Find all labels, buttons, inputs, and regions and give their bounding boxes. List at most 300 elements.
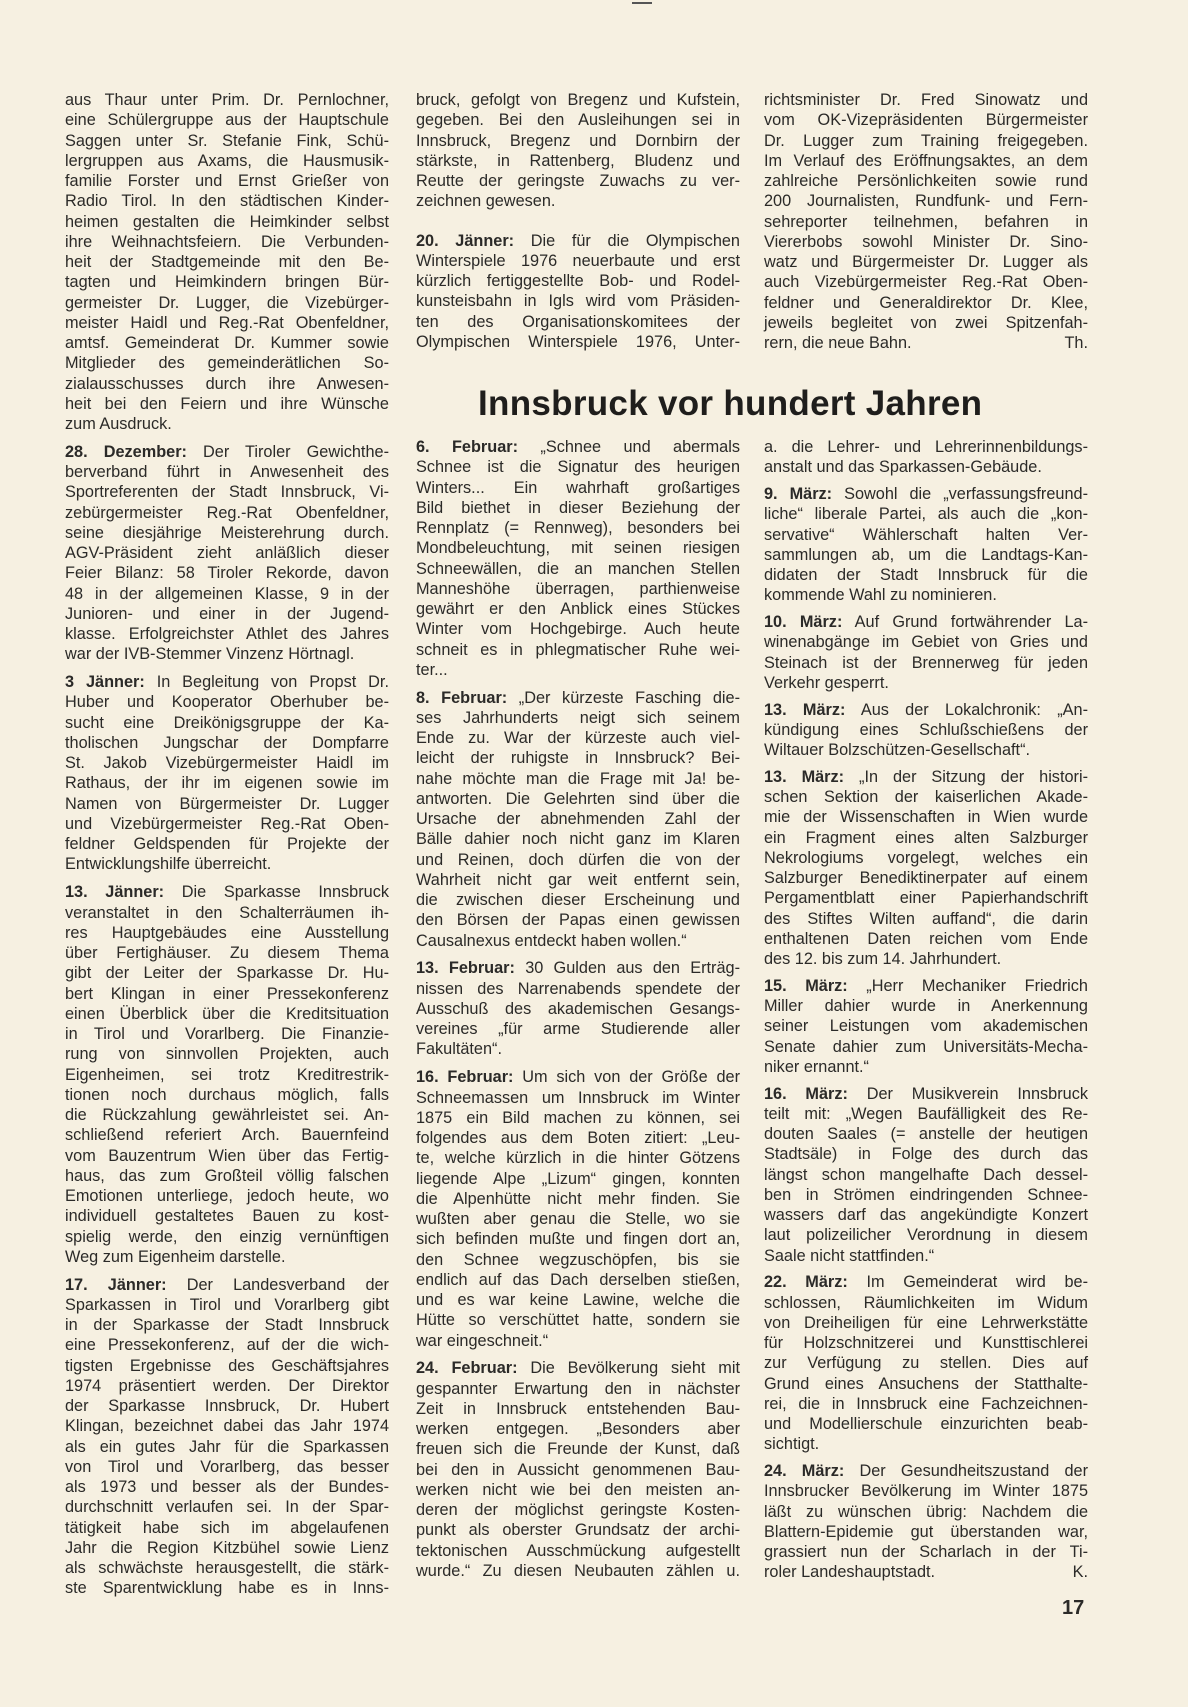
text-line bbox=[764, 720, 1088, 740]
line-text: stärkste, in Rattenberg, Bludenz und bbox=[416, 151, 740, 170]
entry-date: 9. März: bbox=[764, 485, 833, 503]
text-line bbox=[764, 212, 1088, 232]
line-text: Weg zum Eigenheim darstelle. bbox=[65, 1247, 286, 1266]
text-line bbox=[65, 462, 389, 482]
line-text: schneit es in phlegmatischer Ruhe wei- bbox=[416, 640, 740, 659]
column-2-top bbox=[416, 90, 740, 360]
text-line bbox=[65, 814, 389, 834]
text-line bbox=[65, 1437, 389, 1457]
line-text: auch Vizebürgermeister Reg.-Rat Oben- bbox=[764, 273, 1088, 292]
line-text: punkt als oberster Grundsatz der archi- bbox=[416, 1521, 740, 1540]
text-line bbox=[65, 1146, 389, 1166]
text-line bbox=[764, 1542, 1088, 1562]
chronicle-entry bbox=[65, 442, 389, 665]
line-text: ter... bbox=[416, 660, 448, 679]
column-1 bbox=[65, 90, 389, 1606]
text-line bbox=[764, 653, 1088, 673]
text-line bbox=[764, 1104, 1088, 1124]
text-line bbox=[65, 333, 389, 353]
text-line bbox=[416, 271, 740, 291]
text-line bbox=[65, 1578, 389, 1598]
text-line bbox=[65, 713, 389, 733]
text-line bbox=[65, 394, 389, 414]
line-text: ein Fragment eines alten Salzburger bbox=[764, 828, 1088, 847]
line-text: 1974 präsentiert werden. Der Direktor bbox=[65, 1376, 389, 1395]
line-text: douten Saales (= anstelle der heutigen bbox=[764, 1125, 1088, 1143]
line-text: Grund eines Ansuchens der Statthalte- bbox=[764, 1374, 1088, 1393]
line-text: Auf Grund fortwährender La- bbox=[842, 613, 1088, 631]
line-text: des 12. bis zum 14. Jahrhundert. bbox=[764, 950, 1002, 968]
line-text: einen Überblick über die Kreditsituation bbox=[65, 1004, 389, 1023]
line-text: 48 in der allgemeinen Klasse, 9 in der bbox=[65, 584, 389, 603]
line-text: klasse. Erfolgreichster Athlet des Jahres bbox=[65, 625, 389, 644]
line-text: sammlungen ab, um die Landtags-Kan- bbox=[764, 545, 1088, 564]
line-text: Um sich von der Größe der bbox=[513, 1068, 741, 1087]
text-line bbox=[65, 1275, 389, 1295]
text-line bbox=[416, 1561, 740, 1581]
text-line bbox=[416, 231, 740, 251]
text-line bbox=[416, 1310, 740, 1330]
line-text: Schneemassen um Innsbruck im Winter bbox=[416, 1088, 740, 1107]
text-line bbox=[65, 272, 389, 292]
text-line bbox=[416, 979, 740, 999]
line-text: liegende Alpe „Lizum“ gingen, konnten bbox=[416, 1169, 740, 1188]
text-line bbox=[65, 482, 389, 502]
text-line bbox=[65, 171, 389, 191]
text-line bbox=[764, 1084, 1088, 1104]
line-text: schlossen, Räumlichkeiten im Widum bbox=[764, 1293, 1088, 1312]
line-text: Mitglieder des gemeinderätlichen So- bbox=[65, 354, 389, 373]
line-text: ste Sparentwicklung habe es in Inns- bbox=[65, 1579, 389, 1598]
line-text: Die für die Olympischen bbox=[514, 231, 740, 250]
line-text: AGV-Präsident zieht anläßlich dieser bbox=[65, 544, 389, 563]
line-text: Steinach ist der Brennerweg für jeden bbox=[764, 653, 1088, 672]
line-text: tektonischen Ausschmückung aufgestellt bbox=[416, 1541, 740, 1560]
line-text: Bälle dahier noch nicht ganz im Klaren bbox=[416, 830, 740, 849]
text-line bbox=[764, 1481, 1088, 1501]
line-text: sichtigt. bbox=[764, 1435, 820, 1454]
entry-date: 13. Februar: bbox=[416, 959, 515, 978]
line-text: Ende zu. War der kürzeste auch viel- bbox=[416, 729, 740, 748]
text-line bbox=[65, 1206, 389, 1226]
line-text: des Stiftes Wilten auffand“, die darin bbox=[764, 909, 1088, 928]
line-text: „Herr Mechaniker Friedrich bbox=[847, 976, 1088, 995]
line-text: ses Jahrhunderts neigt sich seinem bbox=[416, 708, 740, 727]
line-text: Aus der Lokalchronik: „An- bbox=[845, 700, 1088, 719]
text-line bbox=[764, 996, 1088, 1016]
text-line bbox=[764, 1434, 1088, 1454]
line-text: 30 Gulden aus den Erträg- bbox=[514, 959, 740, 978]
line-text: den Börsen der Papas einen gewissen bbox=[416, 911, 740, 930]
text-line bbox=[764, 565, 1088, 585]
text-line bbox=[65, 252, 389, 272]
line-text: für Holzschnitzerei und Kunsttischlerei bbox=[764, 1334, 1088, 1352]
text-line bbox=[764, 1414, 1088, 1434]
text-line bbox=[65, 1538, 389, 1558]
section-heading: Innsbruck vor hundert Jahren bbox=[478, 384, 983, 423]
text-line bbox=[764, 1225, 1088, 1245]
entry-date: 13. Jänner: bbox=[65, 883, 165, 902]
text-line bbox=[764, 1293, 1088, 1313]
text-line bbox=[65, 523, 389, 543]
text-line bbox=[65, 212, 389, 232]
text-line bbox=[416, 1419, 740, 1439]
text-line bbox=[764, 1562, 1088, 1582]
text-line bbox=[416, 579, 740, 599]
line-text: als ein gutes Jahr für die Sparkassen bbox=[65, 1437, 389, 1456]
text-line bbox=[416, 1229, 740, 1249]
line-text: Bild biethet in dieser Beziehung der bbox=[416, 498, 740, 517]
text-line bbox=[764, 1394, 1088, 1414]
line-text: rung von sinnvollen Projekten, auch bbox=[65, 1045, 389, 1064]
line-text: ten des Organisationskomitees der bbox=[416, 312, 740, 331]
line-text: In Begleitung von Propst Dr. bbox=[144, 673, 389, 692]
line-text: zahlreiche Persönlichkeiten sowie rund bbox=[764, 172, 1088, 190]
text-line bbox=[416, 191, 740, 211]
text-line bbox=[416, 958, 740, 978]
text-line bbox=[416, 728, 740, 748]
text-line bbox=[764, 504, 1088, 524]
text-line bbox=[416, 1399, 740, 1419]
text-line bbox=[65, 854, 389, 874]
text-line bbox=[65, 543, 389, 563]
text-line bbox=[416, 599, 740, 619]
text-line bbox=[65, 414, 389, 434]
line-text: antworten. Die Gelehrten sind über die bbox=[416, 789, 740, 808]
line-text: Hütte so verschüttet hatte, sondern sie bbox=[416, 1311, 740, 1330]
line-text: gewährt er den Anblick eines Stückes bbox=[416, 600, 740, 618]
line-text: heit bei den Feiern und ihre Wünsche bbox=[65, 394, 389, 413]
text-line bbox=[416, 559, 740, 579]
text-line bbox=[65, 1024, 389, 1044]
text-line bbox=[416, 538, 740, 558]
line-text: germeister Dr. Lugger, die Vizebürger- bbox=[65, 293, 389, 312]
page-number: 17 bbox=[1062, 1597, 1085, 1619]
text-line bbox=[65, 1004, 389, 1024]
line-text: Der Tiroler Gewichthe- bbox=[186, 442, 389, 461]
line-text: Sowohl die „verfassungsfreund- bbox=[832, 485, 1088, 503]
line-text: Miller dahier wurde in Anerkennung bbox=[764, 997, 1088, 1015]
chronicle-entry bbox=[416, 231, 740, 353]
text-line bbox=[764, 1272, 1088, 1292]
chronicle-entry bbox=[764, 1272, 1088, 1454]
text-line bbox=[416, 90, 740, 110]
author-initials: Th. bbox=[1064, 334, 1088, 352]
text-line bbox=[764, 1461, 1088, 1481]
text-line bbox=[65, 773, 389, 793]
line-text: bruck, gefolgt von Bregenz und Kufstein, bbox=[416, 91, 740, 109]
text-line bbox=[65, 563, 389, 583]
line-text: „In der Sitzung der histori- bbox=[844, 767, 1088, 786]
text-line bbox=[416, 131, 740, 151]
text-line bbox=[764, 767, 1088, 787]
text-line bbox=[65, 1125, 389, 1145]
chronicle-entry bbox=[764, 437, 1088, 478]
text-line bbox=[764, 612, 1088, 632]
text-line bbox=[65, 1396, 389, 1416]
line-text: Ausschuß des akademischen Gesangs- bbox=[416, 999, 740, 1018]
line-text: freuen sich die Freunde der Kunst, daß bbox=[416, 1440, 740, 1459]
text-line bbox=[65, 1315, 389, 1335]
line-text: Blattern-Epidemie gut überstanden war, bbox=[764, 1522, 1088, 1541]
line-text: Im Verlauf des Eröffnungsaktes, an dem bbox=[764, 151, 1088, 170]
text-line bbox=[764, 929, 1088, 949]
text-line bbox=[416, 498, 740, 518]
line-text: teilt mit: „Wegen Baufälligkeit des Re- bbox=[764, 1104, 1088, 1123]
text-line bbox=[764, 868, 1088, 888]
line-text: wassers darf das angekündigte Konzert bbox=[764, 1206, 1088, 1224]
text-line bbox=[65, 293, 389, 313]
line-text: Huber und Kooperator Oberhuber be- bbox=[65, 693, 389, 712]
line-text: die Alpenhütte nicht mehr finden. Sie bbox=[416, 1189, 740, 1208]
text-line bbox=[65, 1065, 389, 1085]
text-line bbox=[764, 1502, 1088, 1522]
text-line bbox=[416, 829, 740, 849]
text-line bbox=[416, 1500, 740, 1520]
text-line bbox=[416, 850, 740, 870]
line-text: zur Verfügung zu stellen. Dies auf bbox=[764, 1354, 1088, 1373]
text-line bbox=[416, 457, 740, 477]
line-text: in der Sparkasse der Stadt Innsbruck bbox=[65, 1316, 389, 1335]
text-line bbox=[65, 1356, 389, 1376]
line-text: res Hauptgebäudes eine Ausstellung bbox=[65, 923, 389, 942]
line-text: Die Bevölkerung sieht mit bbox=[517, 1359, 740, 1378]
text-line bbox=[416, 1088, 740, 1108]
line-text: Pergamentblatt einer Papierhandschrift bbox=[764, 889, 1088, 908]
line-text: Winter vom Hochgebirge. Auch heute bbox=[416, 620, 740, 639]
text-line bbox=[764, 740, 1088, 760]
line-text: seine diesjährige Meisterehrung durch. bbox=[65, 523, 389, 542]
line-text: kündigung eines Schlußschießens der bbox=[764, 720, 1088, 739]
text-line bbox=[764, 632, 1088, 652]
text-line bbox=[764, 585, 1088, 605]
line-text: Fakultäten“. bbox=[416, 1040, 502, 1059]
entry-date: 15. März: bbox=[764, 976, 848, 995]
line-text: Stadtsäle) in Folge des durch das bbox=[764, 1145, 1088, 1164]
text-line bbox=[65, 442, 389, 462]
entry-date: 17. Jänner: bbox=[65, 1275, 167, 1294]
text-line bbox=[764, 1205, 1088, 1225]
line-text: 200 Journalisten, Rundfunk- und Fern- bbox=[764, 192, 1088, 211]
text-line bbox=[65, 353, 389, 373]
text-line bbox=[416, 789, 740, 809]
line-text: anstalt und das Sparkassen-Gebäude. bbox=[764, 458, 1042, 477]
line-text: tigsten Ergebnisse des Geschäftsjahres bbox=[65, 1356, 389, 1375]
text-line bbox=[416, 1169, 740, 1189]
text-line bbox=[764, 545, 1088, 565]
text-line bbox=[416, 809, 740, 829]
text-line bbox=[416, 291, 740, 311]
text-line bbox=[764, 232, 1088, 252]
text-line bbox=[65, 1416, 389, 1436]
text-line bbox=[416, 640, 740, 660]
line-text: werken entgegen. „Besonders aber bbox=[416, 1420, 740, 1439]
text-line bbox=[416, 110, 740, 130]
text-line bbox=[416, 1209, 740, 1229]
line-text: a. die Lehrer- und Lehrerinnenbildungs- bbox=[764, 438, 1088, 456]
text-line bbox=[65, 1085, 389, 1105]
text-line bbox=[416, 1039, 740, 1059]
line-text: Wiltauer Bolzschützen-Gesellschaft“. bbox=[764, 741, 1031, 759]
text-line bbox=[65, 1558, 389, 1578]
text-line bbox=[65, 1497, 389, 1517]
text-line bbox=[416, 1460, 740, 1480]
line-text: lergruppen aus Axams, die Hausmusik- bbox=[65, 151, 389, 170]
line-text: veranstaltet in den Schalterräumen ih- bbox=[65, 903, 389, 922]
text-line bbox=[764, 110, 1088, 130]
chronicle-entry bbox=[764, 90, 1088, 353]
line-text: durchschnitt verlaufen sei. In der Spar- bbox=[65, 1498, 389, 1517]
text-line bbox=[764, 437, 1088, 457]
line-text: Mondbeleuchtung, mit seinen riesigen bbox=[416, 539, 740, 558]
text-line bbox=[416, 1331, 740, 1351]
line-text: didaten der Stadt Innsbruck für die bbox=[764, 566, 1088, 584]
text-line bbox=[764, 1522, 1088, 1542]
text-line bbox=[764, 1374, 1088, 1394]
text-line bbox=[65, 794, 389, 814]
line-text: individuell gestaltetes Bauen zu kost- bbox=[65, 1207, 389, 1226]
chronicle-entry bbox=[416, 1067, 740, 1351]
text-line bbox=[65, 90, 389, 110]
text-line bbox=[764, 700, 1088, 720]
text-line bbox=[65, 1457, 389, 1477]
line-text: te, welche kürzlich in die hinter Götzens bbox=[416, 1149, 740, 1168]
text-line bbox=[65, 624, 389, 644]
line-text: Eigenheimen, sei trotz Kreditrestrik- bbox=[65, 1065, 389, 1084]
line-text: Senate dahier zum Universitäts-Mecha- bbox=[764, 1037, 1088, 1056]
text-line bbox=[764, 313, 1088, 333]
line-text: in Tirol und Vorarlberg. Die Finanzie- bbox=[65, 1025, 389, 1044]
text-line bbox=[65, 1376, 389, 1396]
line-text: wurde.“ Zu diesen Neubauten zählen u. bbox=[416, 1561, 740, 1580]
text-line bbox=[65, 1335, 389, 1355]
line-text: tionen noch durchaus möglich, falls bbox=[65, 1085, 389, 1104]
line-text: die zwischen dieser Erscheinung und bbox=[416, 891, 740, 910]
line-text: Rennplatz (= Rennweg), besonders bei bbox=[416, 519, 740, 537]
text-line bbox=[764, 293, 1088, 313]
text-line bbox=[416, 688, 740, 708]
text-line bbox=[764, 90, 1088, 110]
entry-date: 24. März: bbox=[764, 1462, 845, 1480]
text-line bbox=[416, 1128, 740, 1148]
chronicle-entry bbox=[764, 976, 1088, 1077]
text-line bbox=[416, 1108, 740, 1128]
line-text: Zeit in Innsbruck entstehenden Bau- bbox=[416, 1399, 740, 1418]
line-text: und Vizebürgermeister Reg.-Rat Oben- bbox=[65, 814, 389, 833]
text-line bbox=[416, 931, 740, 951]
line-text: eine Schülergruppe aus der Hauptschule bbox=[65, 111, 389, 130]
line-text: die Rückzahlung gewährleistet sei. An- bbox=[65, 1106, 389, 1125]
text-line bbox=[416, 171, 740, 191]
text-line bbox=[65, 131, 389, 151]
line-text: Entwicklungshilfe überreicht. bbox=[65, 855, 272, 874]
line-text: schen Sektion der kaiserlichen Akade- bbox=[764, 788, 1088, 806]
line-text: 1875 ein Bild machen zu können, sei bbox=[416, 1108, 740, 1127]
text-line bbox=[65, 903, 389, 923]
line-text: deren der möglichst geringste Kosten- bbox=[416, 1501, 740, 1520]
line-text: servative“ Wählerschaft halten Ver- bbox=[764, 525, 1088, 544]
text-line bbox=[764, 787, 1088, 807]
line-text: familie Forster und Ernst Grießer von bbox=[65, 172, 389, 190]
line-text: Klingan, bezeichnet dabei das Jahr 1974 bbox=[65, 1417, 389, 1436]
line-text: feldner und Generaldirektor Dr. Klee, bbox=[764, 293, 1088, 312]
page-top-mark bbox=[632, 2, 652, 4]
line-text: Schneewällen, die an manchen Stellen bbox=[416, 559, 740, 578]
line-text: gibt der Leiter der Sparkasse Dr. Hu- bbox=[65, 964, 389, 983]
text-line bbox=[65, 943, 389, 963]
line-text: Namen von Bürgermeister Dr. Lugger bbox=[65, 794, 389, 813]
chronicle-entry bbox=[764, 484, 1088, 606]
line-text: nissen des Narrenabends spendete der bbox=[416, 979, 740, 998]
text-line bbox=[416, 1019, 740, 1039]
entry-date: 6. Februar: bbox=[416, 438, 519, 456]
line-text: vom OK-Vizepräsidenten Bürgermeister bbox=[764, 111, 1088, 130]
text-line bbox=[65, 374, 389, 394]
text-line bbox=[65, 110, 389, 130]
line-text: leicht der ruhigste in Innsbruck? Bei- bbox=[416, 749, 740, 768]
line-text: Reutte der geringste Zuwachs zu ver- bbox=[416, 172, 740, 190]
entry-date: 28. Dezember: bbox=[65, 442, 187, 461]
line-text: Salzburger Benediktinerpater auf einem bbox=[764, 869, 1088, 887]
line-text: Radio Tirol. In den städtischen Kinder- bbox=[65, 192, 389, 211]
text-line bbox=[764, 333, 1088, 353]
text-line bbox=[416, 1148, 740, 1168]
text-line bbox=[416, 1270, 740, 1290]
author-initials: K. bbox=[1072, 1563, 1088, 1582]
line-text: Verkehr gesperrt. bbox=[764, 673, 889, 692]
line-text: zum Ausdruck. bbox=[65, 415, 172, 433]
line-text: Dr. Lugger zum Training freigegeben. bbox=[764, 131, 1088, 150]
chronicle-entry bbox=[65, 882, 389, 1267]
line-text: St. Jakob Vizebürgermeister Haidl im bbox=[65, 754, 389, 773]
line-text: heimen gestalten die Heimkinder selbst bbox=[65, 212, 389, 231]
chronicle-entry bbox=[416, 958, 740, 1059]
text-line bbox=[416, 769, 740, 789]
text-line bbox=[764, 1333, 1088, 1353]
line-text: Der Gesundheitszustand der bbox=[844, 1462, 1088, 1480]
chronicle-entry bbox=[65, 672, 389, 875]
text-line bbox=[764, 848, 1088, 868]
text-line bbox=[65, 1227, 389, 1247]
column-3-bottom bbox=[764, 437, 1088, 1589]
column-3-top bbox=[764, 90, 1088, 361]
line-text: Ursache der abnehmenden Zahl der bbox=[416, 810, 740, 829]
text-line bbox=[65, 604, 389, 624]
line-text: seiner Leistungen vom akademischen bbox=[764, 1017, 1088, 1036]
text-line bbox=[416, 518, 740, 538]
line-text: sehreporter teilnehmen, befahren in bbox=[764, 212, 1088, 231]
chronicle-entry bbox=[416, 688, 740, 951]
text-line bbox=[416, 1189, 740, 1209]
line-text: Emotionen unterliege, jedoch heute, wo bbox=[65, 1187, 389, 1206]
column-2-bottom bbox=[416, 437, 740, 1589]
chronicle-entry bbox=[764, 767, 1088, 970]
line-text: feldner Geldspenden für Projekte der bbox=[65, 835, 389, 854]
chronicle-entry bbox=[764, 700, 1088, 761]
text-line bbox=[65, 584, 389, 604]
text-line bbox=[764, 191, 1088, 211]
text-line bbox=[764, 673, 1088, 693]
text-line bbox=[764, 1057, 1088, 1077]
line-text: Manneshöhe überragen, parthienweise bbox=[416, 579, 740, 598]
text-line bbox=[416, 748, 740, 768]
text-line bbox=[65, 1186, 389, 1206]
line-text: vom Bauzentrum Wien über das Fertig- bbox=[65, 1146, 389, 1165]
line-text: Die Sparkasse Innsbruck bbox=[164, 883, 389, 902]
text-line bbox=[764, 272, 1088, 292]
chronicle-entry bbox=[416, 437, 740, 680]
line-text: mie der Wissenschaften in Wien wurde bbox=[764, 808, 1088, 827]
